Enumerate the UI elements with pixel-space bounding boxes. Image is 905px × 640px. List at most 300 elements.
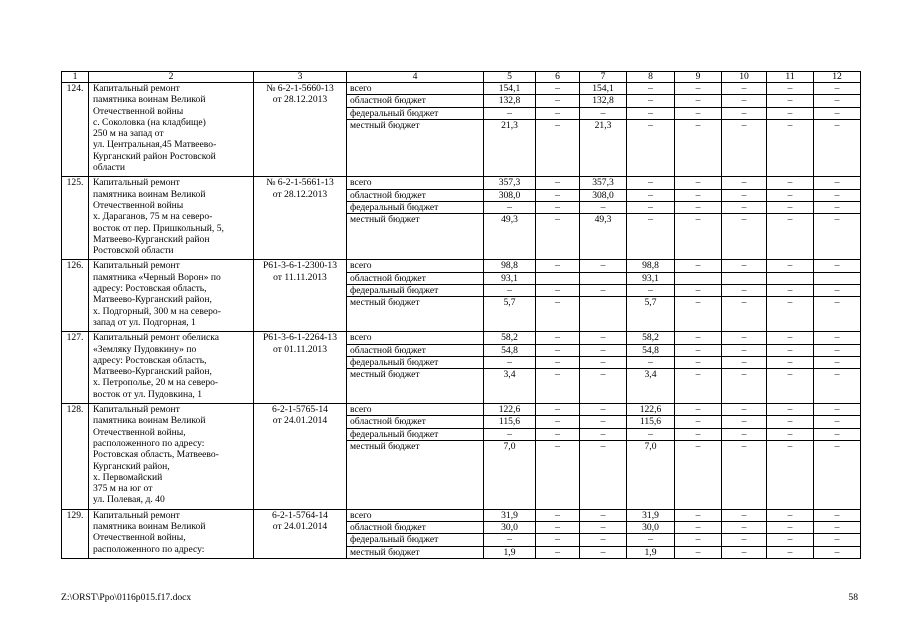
object-name-line: Отечественной войны, xyxy=(93,426,186,438)
amount-cell xyxy=(536,272,580,284)
amount-cell: – xyxy=(536,107,580,119)
object-name-line: памятника воинам Великой xyxy=(93,94,206,106)
amount-cell: – xyxy=(767,522,814,534)
amount-cell: – xyxy=(767,214,814,260)
amount-cell: – xyxy=(722,285,767,297)
funding-source: всего xyxy=(347,332,484,344)
column-header: 1 xyxy=(62,72,89,83)
amount-cell: – xyxy=(814,297,861,332)
budget-table xyxy=(61,71,861,559)
amount-cell: – xyxy=(536,83,580,95)
amount-cell: – xyxy=(536,404,580,416)
amount-cell: 93,1 xyxy=(484,272,536,284)
amount-cell: – xyxy=(536,95,580,107)
object-name-line: восток от пер. Пришкольный, 5, xyxy=(93,222,224,234)
expertise-document-line: от 24.01.2014 xyxy=(272,521,328,533)
amount-cell: – xyxy=(536,332,580,344)
amount-cell: – xyxy=(722,428,767,440)
amount-cell: – xyxy=(580,344,627,356)
amount-cell: – xyxy=(675,428,722,440)
amount-cell: – xyxy=(536,522,580,534)
amount-cell: – xyxy=(536,297,580,332)
object-name-line: х. Подгорный, 300 м на северо- xyxy=(93,305,221,317)
amount-cell: – xyxy=(675,546,722,558)
amount-cell: – xyxy=(722,95,767,107)
amount-cell: – xyxy=(767,356,814,368)
amount-cell: – xyxy=(536,428,580,440)
amount-cell: – xyxy=(627,428,675,440)
amount-cell: 3,4 xyxy=(484,369,536,404)
amount-cell: 7,0 xyxy=(627,440,675,509)
amount-cell: – xyxy=(767,119,814,177)
amount-cell: – xyxy=(767,285,814,297)
amount-cell: 7,0 xyxy=(484,440,536,509)
amount-cell: – xyxy=(814,416,861,428)
object-name-line: Отечественной войны xyxy=(93,199,184,211)
amount-cell: – xyxy=(722,369,767,404)
object-name-line: Матвеево-Курганский район, xyxy=(93,366,212,378)
entry-number: 126. xyxy=(62,260,89,332)
amount-cell: – xyxy=(722,177,767,189)
amount-cell: – xyxy=(722,404,767,416)
object-name xyxy=(89,509,254,558)
object-name-line: с. Соколовка (на кладбище) xyxy=(93,116,206,128)
amount-cell: – xyxy=(814,119,861,177)
amount-cell: 98,8 xyxy=(484,260,536,272)
funding-source: областной бюджет xyxy=(347,344,484,356)
amount-cell: – xyxy=(580,546,627,558)
object-name-line: Матвеево-Курганский район, xyxy=(93,294,212,306)
amount-cell: – xyxy=(722,189,767,201)
amount-cell: – xyxy=(722,356,767,368)
funding-source: местный бюджет xyxy=(347,440,484,509)
amount-cell: – xyxy=(767,344,814,356)
amount-cell: – xyxy=(767,260,814,272)
amount-cell xyxy=(814,272,861,284)
funding-source: областной бюджет xyxy=(347,272,484,284)
expertise-document-line: от 11.11.2013 xyxy=(273,271,327,283)
expertise-document-line: от 28.12.2013 xyxy=(272,188,328,200)
amount-cell: – xyxy=(814,189,861,201)
amount-cell: – xyxy=(814,260,861,272)
amount-cell: – xyxy=(814,428,861,440)
amount-cell: – xyxy=(580,522,627,534)
amount-cell: – xyxy=(814,95,861,107)
amount-cell: – xyxy=(814,356,861,368)
funding-source: федеральный бюджет xyxy=(347,356,484,368)
amount-cell: – xyxy=(814,522,861,534)
funding-source: федеральный бюджет xyxy=(347,534,484,546)
object-name-line: х. Первомайский xyxy=(93,471,163,483)
expertise-document xyxy=(254,177,347,260)
amount-cell: – xyxy=(767,509,814,521)
amount-cell: – xyxy=(814,546,861,558)
amount-cell: 30,0 xyxy=(484,522,536,534)
expertise-document-line: № 6-2-1-5660-13 xyxy=(266,83,334,94)
amount-cell: – xyxy=(767,297,814,332)
amount-cell: 154,1 xyxy=(580,83,627,95)
amount-cell: – xyxy=(536,189,580,201)
amount-cell: – xyxy=(627,201,675,213)
amount-cell: – xyxy=(675,522,722,534)
amount-cell: – xyxy=(580,509,627,521)
amount-cell: 1,9 xyxy=(627,546,675,558)
column-header: 6 xyxy=(536,72,580,83)
amount-cell: – xyxy=(675,297,722,332)
object-name-line: Отечественной войны xyxy=(93,105,184,117)
amount-cell: – xyxy=(675,369,722,404)
amount-cell: – xyxy=(627,177,675,189)
amount-cell: 308,0 xyxy=(484,189,536,201)
object-name xyxy=(89,260,254,332)
column-header: 8 xyxy=(627,72,675,83)
expertise-document-line: Р61-3-6-1-2300-13 xyxy=(262,260,338,272)
amount-cell: – xyxy=(767,440,814,509)
footer-file-path: Z:\ORST\Ppo\0116p015.f17.docx xyxy=(61,592,192,603)
entry-number: 128. xyxy=(62,404,89,510)
expertise-document-line: Р61-3-6-1-2264-13 xyxy=(262,332,338,344)
amount-cell: – xyxy=(675,356,722,368)
amount-cell: 1,9 xyxy=(484,546,536,558)
amount-cell: – xyxy=(536,344,580,356)
amount-cell: – xyxy=(536,201,580,213)
object-name-line: Ростовской области xyxy=(93,245,174,257)
amount-cell: – xyxy=(814,201,861,213)
amount-cell: – xyxy=(767,95,814,107)
amount-cell: – xyxy=(675,177,722,189)
amount-cell: – xyxy=(580,428,627,440)
amount-cell: – xyxy=(675,214,722,260)
amount-cell: 357,3 xyxy=(484,177,536,189)
funding-source: местный бюджет xyxy=(347,546,484,558)
expertise-document xyxy=(254,260,347,332)
object-name-line: памятника воинам Великой xyxy=(93,415,206,427)
object-name-line: восток от ул. Пудовкина, 1 xyxy=(93,388,203,400)
funding-source: всего xyxy=(347,260,484,272)
expertise-document-line: 6-2-1-5764-14 xyxy=(272,509,328,521)
amount-cell: 5,7 xyxy=(484,297,536,332)
amount-cell: – xyxy=(484,201,536,213)
footer-page-number: 58 xyxy=(848,592,858,603)
object-name xyxy=(89,177,254,260)
amount-cell: – xyxy=(722,83,767,95)
amount-cell: – xyxy=(814,344,861,356)
amount-cell: – xyxy=(536,214,580,260)
table-row xyxy=(62,509,861,521)
amount-cell: 93,1 xyxy=(627,272,675,284)
amount-cell: 98,8 xyxy=(627,260,675,272)
object-name xyxy=(89,404,254,510)
funding-source: местный бюджет xyxy=(347,119,484,177)
object-name-line: Матвеево-Курганский район xyxy=(93,233,210,245)
amount-cell: 49,3 xyxy=(580,214,627,260)
amount-cell: – xyxy=(536,356,580,368)
amount-cell: 154,1 xyxy=(484,83,536,95)
amount-cell: – xyxy=(580,356,627,368)
amount-cell: 122,6 xyxy=(627,404,675,416)
amount-cell: – xyxy=(627,285,675,297)
column-header: 2 xyxy=(89,72,254,83)
entry-number: 129. xyxy=(62,509,89,558)
amount-cell: – xyxy=(767,83,814,95)
funding-source: федеральный бюджет xyxy=(347,285,484,297)
amount-cell: – xyxy=(722,534,767,546)
object-name-line: памятника воинам Великой xyxy=(93,521,206,533)
amount-cell: – xyxy=(627,214,675,260)
funding-source: областной бюджет xyxy=(347,95,484,107)
funding-source: областной бюджет xyxy=(347,416,484,428)
amount-cell: 31,9 xyxy=(627,509,675,521)
object-name-line: Капитальный ремонт xyxy=(93,260,180,272)
amount-cell: – xyxy=(627,83,675,95)
table-row xyxy=(62,83,861,95)
amount-cell: 5,7 xyxy=(627,297,675,332)
amount-cell: 54,8 xyxy=(627,344,675,356)
object-name-line: адресу: Ростовская область, xyxy=(93,354,207,366)
amount-cell: – xyxy=(580,201,627,213)
amount-cell: – xyxy=(814,285,861,297)
object-name-line: 250 м на запад от xyxy=(93,128,164,140)
amount-cell: – xyxy=(767,107,814,119)
amount-cell: 30,0 xyxy=(627,522,675,534)
amount-cell: 122,6 xyxy=(484,404,536,416)
object-name-line: х. Петрополье, 20 м на северо- xyxy=(93,377,219,389)
object-name-line: расположенного по адресу: xyxy=(93,437,205,449)
object-name-line: области xyxy=(93,162,126,174)
amount-cell: – xyxy=(675,416,722,428)
amount-cell: – xyxy=(722,509,767,521)
column-header: 4 xyxy=(347,72,484,83)
amount-cell: – xyxy=(484,285,536,297)
amount-cell: – xyxy=(536,260,580,272)
object-name-line: Капитальный ремонт xyxy=(93,509,180,521)
table-row xyxy=(62,260,861,272)
amount-cell: – xyxy=(814,440,861,509)
amount-cell: – xyxy=(675,285,722,297)
amount-cell: – xyxy=(722,416,767,428)
amount-cell: – xyxy=(814,83,861,95)
amount-cell: – xyxy=(814,214,861,260)
amount-cell: – xyxy=(484,428,536,440)
amount-cell: 132,8 xyxy=(580,95,627,107)
amount-cell: – xyxy=(580,107,627,119)
amount-cell: – xyxy=(722,440,767,509)
amount-cell: – xyxy=(484,534,536,546)
expertise-document-line: от 28.12.2013 xyxy=(272,94,328,106)
funding-source: всего xyxy=(347,404,484,416)
table-row xyxy=(62,332,861,344)
table-row xyxy=(62,177,861,189)
funding-source: федеральный бюджет xyxy=(347,107,484,119)
object-name-line: Отечественной войны, xyxy=(93,532,186,544)
amount-cell: 115,6 xyxy=(484,416,536,428)
amount-cell: – xyxy=(580,534,627,546)
object-name-line: 375 м на юг от xyxy=(93,483,153,495)
funding-source: всего xyxy=(347,509,484,521)
amount-cell: 357,3 xyxy=(580,177,627,189)
amount-cell: – xyxy=(722,332,767,344)
amount-cell: – xyxy=(536,546,580,558)
column-header: 12 xyxy=(814,72,861,83)
amount-cell: 132,8 xyxy=(484,95,536,107)
expertise-document-line: № 6-2-1-5661-13 xyxy=(266,177,334,189)
amount-cell: – xyxy=(722,297,767,332)
funding-source: всего xyxy=(347,83,484,95)
amount-cell: – xyxy=(767,189,814,201)
funding-source: областной бюджет xyxy=(347,189,484,201)
amount-cell: – xyxy=(722,522,767,534)
amount-cell: – xyxy=(536,416,580,428)
entry-number: 124. xyxy=(62,83,89,177)
amount-cell: – xyxy=(767,404,814,416)
entry-number: 127. xyxy=(62,332,89,404)
funding-source: всего xyxy=(347,177,484,189)
amount-cell: – xyxy=(580,416,627,428)
amount-cell: – xyxy=(580,440,627,509)
object-name-line: ул. Центральная,45 Матвеево- xyxy=(93,139,217,151)
amount-cell: – xyxy=(767,428,814,440)
column-header: 10 xyxy=(722,72,767,83)
expertise-document xyxy=(254,509,347,558)
amount-cell: – xyxy=(814,509,861,521)
amount-cell: – xyxy=(675,260,722,272)
object-name-line: Капитальный ремонт xyxy=(93,83,180,94)
entry-number: 125. xyxy=(62,177,89,260)
amount-cell: – xyxy=(580,260,627,272)
amount-cell: – xyxy=(675,95,722,107)
amount-cell: – xyxy=(675,534,722,546)
amount-cell: 49,3 xyxy=(484,214,536,260)
amount-cell: – xyxy=(536,509,580,521)
amount-cell: – xyxy=(814,404,861,416)
object-name-line: памятника воинам Великой xyxy=(93,188,206,200)
amount-cell: – xyxy=(627,107,675,119)
amount-cell: – xyxy=(675,344,722,356)
expertise-document-line: 6-2-1-5765-14 xyxy=(272,404,328,416)
amount-cell: 308,0 xyxy=(580,189,627,201)
amount-cell: – xyxy=(627,189,675,201)
column-header: 11 xyxy=(767,72,814,83)
expertise-document-line: от 24.01.2014 xyxy=(272,415,328,427)
object-name-line: ул. Полевая, д. 40 xyxy=(93,494,165,506)
amount-cell: – xyxy=(675,83,722,95)
amount-cell: – xyxy=(767,177,814,189)
object-name-line: Капитальный ремонт xyxy=(93,404,180,416)
amount-cell: 54,8 xyxy=(484,344,536,356)
object-name xyxy=(89,83,254,177)
amount-cell: – xyxy=(814,177,861,189)
expertise-document xyxy=(254,332,347,404)
expertise-document xyxy=(254,404,347,510)
amount-cell: – xyxy=(536,369,580,404)
amount-cell: – xyxy=(722,546,767,558)
amount-cell xyxy=(580,297,627,332)
funding-source: местный бюджет xyxy=(347,297,484,332)
funding-source: местный бюджет xyxy=(347,214,484,260)
amount-cell: – xyxy=(627,119,675,177)
amount-cell xyxy=(580,272,627,284)
object-name-line: расположенного по адресу: xyxy=(93,543,205,555)
amount-cell: – xyxy=(580,369,627,404)
amount-cell xyxy=(722,272,767,284)
column-header: 5 xyxy=(484,72,536,83)
amount-cell: 115,6 xyxy=(627,416,675,428)
amount-cell: – xyxy=(675,189,722,201)
object-name-line: х. Дараганов, 75 м на северо- xyxy=(93,211,213,223)
amount-cell: – xyxy=(722,260,767,272)
amount-cell: – xyxy=(580,404,627,416)
amount-cell: – xyxy=(675,440,722,509)
column-header: 3 xyxy=(254,72,347,83)
object-name-line: Капитальный ремонт обелиска xyxy=(93,332,220,344)
amount-cell: – xyxy=(767,201,814,213)
amount-cell: – xyxy=(814,332,861,344)
amount-cell: – xyxy=(767,416,814,428)
amount-cell: – xyxy=(536,119,580,177)
amount-cell: – xyxy=(722,107,767,119)
amount-cell: – xyxy=(814,369,861,404)
amount-cell: – xyxy=(767,332,814,344)
amount-cell: – xyxy=(484,356,536,368)
column-header: 7 xyxy=(580,72,627,83)
amount-cell: – xyxy=(627,356,675,368)
amount-cell: – xyxy=(675,201,722,213)
amount-cell xyxy=(675,272,722,284)
amount-cell: – xyxy=(675,404,722,416)
header-row xyxy=(62,72,861,83)
amount-cell: – xyxy=(814,534,861,546)
amount-cell: – xyxy=(675,332,722,344)
object-name-line: Капитальный ремонт xyxy=(93,177,180,189)
amount-cell xyxy=(767,272,814,284)
expertise-document xyxy=(254,83,347,177)
amount-cell: – xyxy=(814,107,861,119)
amount-cell: 58,2 xyxy=(484,332,536,344)
amount-cell: – xyxy=(722,344,767,356)
object-name-line: Курганский район, xyxy=(93,460,170,472)
amount-cell: – xyxy=(722,214,767,260)
amount-cell: – xyxy=(580,285,627,297)
amount-cell: – xyxy=(627,95,675,107)
amount-cell: – xyxy=(536,177,580,189)
column-header: 9 xyxy=(675,72,722,83)
amount-cell: – xyxy=(767,369,814,404)
object-name-line: адресу: Ростовская область, xyxy=(93,283,207,295)
amount-cell: 21,3 xyxy=(580,119,627,177)
expertise-document-line: от 01.11.2013 xyxy=(272,343,328,355)
object-name-line: «Земляку Пудовкину» по xyxy=(93,343,197,355)
object-name-line: памятника «Черный Ворон» по xyxy=(93,271,221,283)
amount-cell: – xyxy=(722,119,767,177)
amount-cell: 21,3 xyxy=(484,119,536,177)
object-name xyxy=(89,332,254,404)
funding-source: местный бюджет xyxy=(347,369,484,404)
amount-cell: – xyxy=(675,509,722,521)
funding-source: федеральный бюджет xyxy=(347,201,484,213)
amount-cell: 31,9 xyxy=(484,509,536,521)
funding-source: областной бюджет xyxy=(347,522,484,534)
amount-cell: – xyxy=(536,285,580,297)
amount-cell: 58,2 xyxy=(627,332,675,344)
amount-cell: – xyxy=(484,107,536,119)
object-name-line: Курганский район Ростовской xyxy=(93,150,216,162)
object-name-line: запад от ул. Подгорная, 1 xyxy=(93,316,196,328)
amount-cell: – xyxy=(722,201,767,213)
amount-cell: – xyxy=(536,440,580,509)
amount-cell: – xyxy=(536,534,580,546)
object-name-line: Ростовская область, Матвеево- xyxy=(93,449,219,461)
amount-cell: – xyxy=(675,119,722,177)
